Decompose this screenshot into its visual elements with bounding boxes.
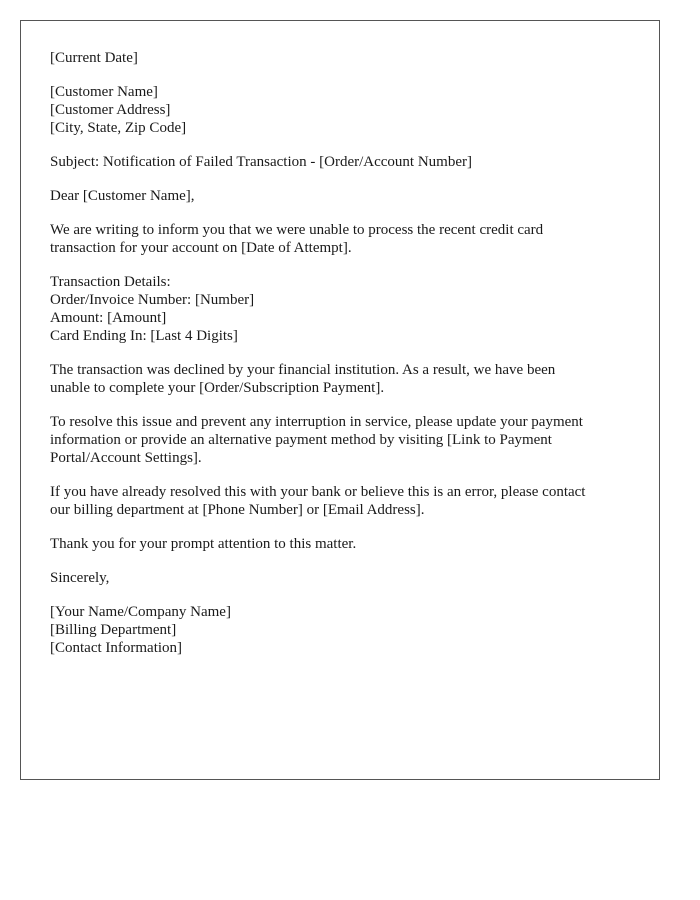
- subject-text: Subject: Notification of Failed Transaction - [Order/Account Number]: [50, 154, 472, 170]
- signature-contact-info: [Contact Information]: [50, 640, 183, 656]
- letter-body: [50, 49, 640, 673]
- resolve-paragraph: [50, 413, 640, 467]
- card-ending-line: Card Ending In: [Last 4 Digits]: [50, 328, 238, 344]
- amount-line: Amount: [Amount]: [50, 310, 167, 326]
- contact-line-1: If you have already resolved this with your bank or believe this is an error, please contact: [50, 484, 586, 500]
- greeting-text: Dear [Customer Name],: [50, 188, 195, 204]
- date-line: [Current Date]: [50, 50, 138, 66]
- resolve-line-3: Portal/Account Settings].: [50, 450, 202, 466]
- subject-line: [50, 153, 640, 171]
- thanks-text: Thank you for your prompt attention to this matter.: [50, 536, 357, 552]
- intro-line-1: We are writing to inform you that we were unable to process the recent credit card: [50, 222, 544, 238]
- closing-text: Sincerely,: [50, 570, 110, 586]
- greeting: [50, 187, 640, 205]
- signature-block: [50, 603, 640, 657]
- signature-department: [Billing Department]: [50, 622, 177, 638]
- recipient-city-state-zip: [City, State, Zip Code]: [50, 120, 187, 136]
- declined-paragraph: [50, 361, 640, 397]
- intro-line-2: transaction for your account on [Date of Attempt].: [50, 240, 352, 256]
- recipient-address: [Customer Address]: [50, 102, 171, 118]
- order-number-line: Order/Invoice Number: [Number]: [50, 292, 255, 308]
- letter-page: [20, 20, 660, 780]
- thanks-paragraph: [50, 535, 640, 553]
- transaction-details: [50, 273, 640, 345]
- recipient-name: [Customer Name]: [50, 84, 158, 100]
- signature-name: [Your Name/Company Name]: [50, 604, 231, 620]
- closing: [50, 569, 640, 587]
- intro-paragraph: [50, 221, 640, 257]
- contact-paragraph: [50, 483, 640, 519]
- declined-line-1: The transaction was declined by your financial institution. As a result, we have been: [50, 362, 556, 378]
- resolve-line-2: information or provide an alternative payment method by visiting [Link to Payment: [50, 432, 552, 448]
- declined-line-2: unable to complete your [Order/Subscription Payment].: [50, 380, 385, 396]
- recipient-address-block: [50, 83, 640, 137]
- transaction-details-heading: Transaction Details:: [50, 274, 171, 290]
- letter-date: [50, 49, 640, 67]
- resolve-line-1: To resolve this issue and prevent any interruption in service, please update your payment: [50, 414, 583, 430]
- contact-line-2: our billing department at [Phone Number] or [Email Address].: [50, 502, 425, 518]
